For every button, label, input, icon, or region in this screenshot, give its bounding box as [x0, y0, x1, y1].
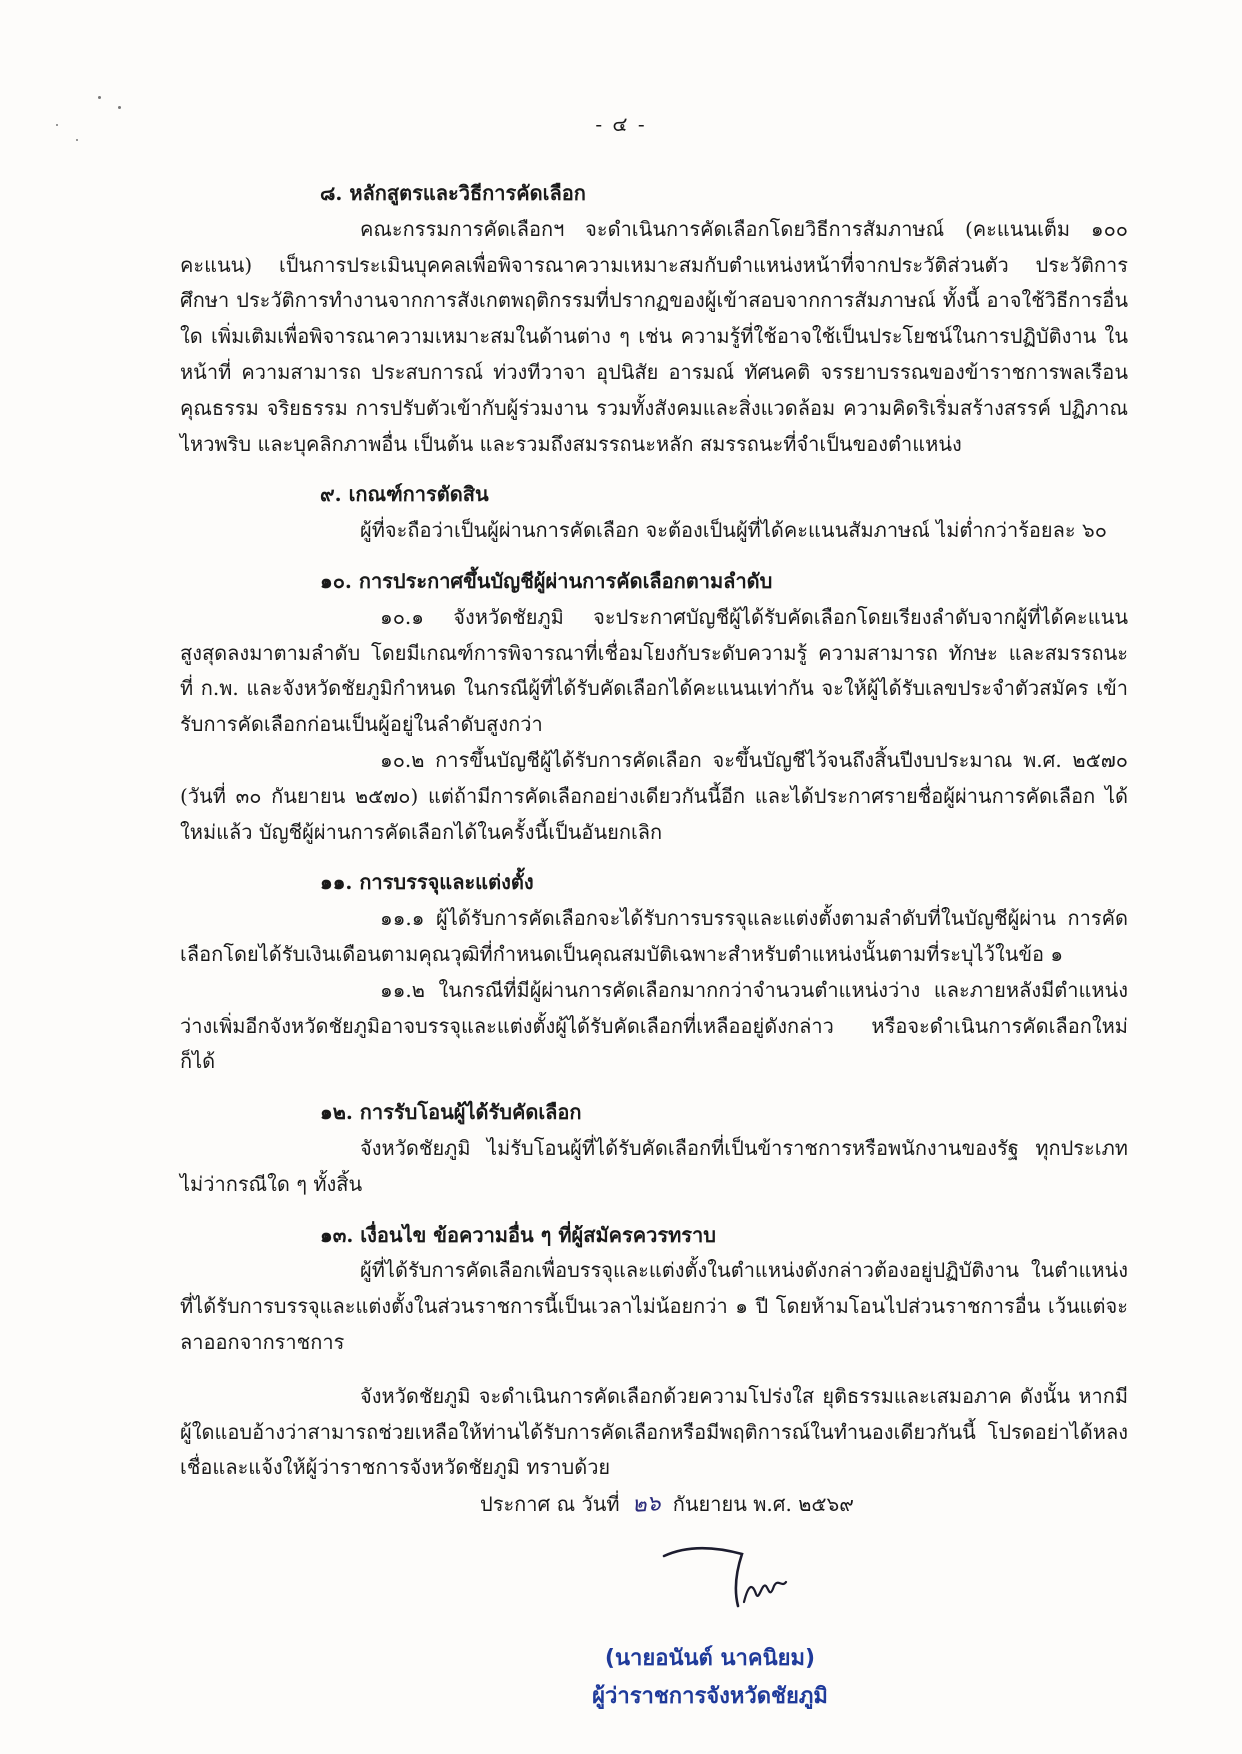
section-paragraph: ๑๑.๑ ผู้ได้รับการคัดเลือกจะได้รับการบรรจุและแต่งตั้งตามลำดับที่ในบัญชีผู้ผ่าน การคัดเลือกโดยได้รับเงินเดือนตามคุณวุฒิที่กำหนดเป็นคุณสมบัติเฉพาะสำหรับตำแหน่งนั้นตามที่ระบุไว้ในข้อ ๑ — [180, 906, 1128, 966]
signer-name: (นายอนันต์ นาคนิยม) — [604, 1646, 816, 1671]
section-paragraph: จังหวัดชัยภูมิ จะดำเนินการคัดเลือกด้วยความโปร่งใส ยุติธรรมและเสมอภาค ดังนั้น หากมีผู้ใดแอบอ้างว่าสามารถช่วยเหลือให้ท่านได้รับการคัดเลือกหรือมีพฤติการณ์ในทำนองเดียวกันนี้ โปรดอย่าได้หลงเชื่อและแจ้งให้ผู้ว่าราชการจังหวัดชัยภูมิ ทราบด้วย — [180, 1383, 1128, 1480]
document-body — [180, 176, 1128, 1486]
date-prefix: ประกาศ ณ วันที่ — [480, 1492, 620, 1516]
page-number: - ๔ - — [595, 112, 647, 136]
section-paragraph: ๑๑.๒ ในกรณีที่มีผู้ผ่านการคัดเลือกมากกว่าจำนวนตำแหน่งว่าง และภายหลังมีตำแหน่ง ว่างเพิ่มอีกจังหวัดชัยภูมิอาจบรรจุและแต่งตั้งผู้ได้รับคัดเลือกที่เหลืออยู่ดังกล่าว หรือจะดำเนินการคัดเลือกใหม่ก็ได้ — [180, 977, 1128, 1074]
section-heading: ๑๐. การประกาศขึ้นบัญชีผู้ผ่านการคัดเลือกตามลำดับ — [320, 568, 773, 593]
section-paragraph: ๑๐.๑ จังหวัดชัยภูมิ จะประกาศบัญชีผู้ได้รับคัดเลือกโดยเรียงลำดับจากผู้ที่ได้คะแนน สูงสุดลงมาตามลำดับ โดยมีเกณฑ์การพิจารณาที่เชื่อมโยงกับระดับความรู้ ความสามารถ ทักษะ และสมรรถนะ ที่ ก.พ. และจังหวัดชัยภูมิกำหนด ในกรณีผู้ที่ได้รับคัดเลือกได้คะแนนเท่ากัน จะให้ผู้ได้รับเลขประจำตัวสมัคร เข้ารับการคัดเลือกก่อนเป็นผู้อยู่ในลำดับสูงกว่า — [180, 604, 1128, 737]
section-paragraph: ผู้ที่ได้รับการคัดเลือกเพื่อบรรจุและแต่งตั้งในตำแหน่งดังกล่าวต้องอยู่ปฏิบัติงาน ในตำแหน่งที่ได้รับการบรรจุและแต่งตั้งในส่วนราชการนี้เป็นเวลาไม่น้อยกว่า ๑ ปี โดยห้ามโอนไปส่วนราชการอื่น เว้นแต่จะลาออกจากราชการ — [180, 1258, 1128, 1354]
section-heading: ๑๑. การบรรจุและแต่งตั้ง — [320, 870, 534, 895]
signer-block — [560, 1640, 860, 1716]
date-day-handwritten: ๒๖ — [631, 1491, 662, 1518]
section-paragraph: จังหวัดชัยภูมิ ไม่รับโอนผู้ที่ได้รับคัดเลือกที่เป็นข้าราชการหรือพนักงานของรัฐ ทุกประเภท ไม่ว่ากรณีใด ๆ ทั้งสิ้น — [180, 1135, 1128, 1196]
announcement-date — [480, 1486, 854, 1521]
signer-title: ผู้ว่าราชการจังหวัดชัยภูมิ — [592, 1684, 828, 1709]
section-paragraph: ผู้ที่จะถือว่าเป็นผู้ผ่านการคัดเลือก จะต้องเป็นผู้ที่ได้คะแนนสัมภาษณ์ ไม่ต่ำกว่าร้อยละ ๖๐ — [360, 518, 1107, 543]
section-paragraph: คณะกรรมการคัดเลือกฯ จะดำเนินการคัดเลือกโดยวิธีการสัมภาษณ์ (คะแนนเต็ม ๑๐๐ คะแนน) เป็นการประเมินบุคคลเพื่อพิจารณาความเหมาะสมกับตำแหน่งหน้าที่จากประวัติส่วนตัว ประวัติการศึกษา ประวัติการทำงานจากการสังเกตพฤติกรรมที่ปรากฏของผู้เข้าสอบจากการสัมภาษณ์ ทั้งนี้ อาจใช้วิธีการอื่นใด เพิ่มเติมเพื่อพิจารณาความเหมาะสมในด้านต่าง ๆ เช่น ความรู้ที่ใช้อาจใช้เป็นประโยชน์ในการปฏิบัติงาน ในหน้าที่ ความสามารถ ประสบการณ์ ท่วงทีวาจา อุปนิสัย อารมณ์ ทัศนคติ จรรยาบรรณของข้าราชการพลเรือน คุณธรรม จริยธรรม การปรับตัวเข้ากับผู้ร่วมงาน รวมทั้งสังคมและสิ่งแวดล้อม ความคิดริเริ่มสร้างสรรค์ ปฏิภาณไหวพริบ และบุคลิกภาพอื่น เป็นต้น และรวมถึงสมรรถนะหลัก สมรรถนะที่จำเป็นของตำแหน่ง — [180, 216, 1128, 456]
section-heading: ๑๓. เงื่อนไข ข้อความอื่น ๆ ที่ผู้สมัครควรทราบ — [320, 1222, 716, 1247]
handwritten-signature — [660, 1542, 810, 1622]
section-heading: ๑๒. การรับโอนผู้ได้รับคัดเลือก — [320, 1100, 582, 1125]
date-suffix: กันยายน พ.ศ. ๒๕๖๙ — [672, 1492, 854, 1516]
section-paragraph: ๑๐.๒ การขึ้นบัญชีผู้ได้รับการคัดเลือก จะขึ้นบัญชีไว้จนถึงสิ้นปีงบประมาณ พ.ศ. ๒๕๗๐ (วันที่ ๓๐ กันยายน ๒๕๗๐) แต่ถ้ามีการคัดเลือกอย่างเดียวกันนี้อีก และได้ประกาศรายชื่อผู้ผ่านการคัดเลือก ได้ใหม่แล้ว บัญชีผู้ผ่านการคัดเลือกได้ในครั้งนี้เป็นอันยกเลิก — [180, 747, 1128, 844]
section-heading: ๙. เกณฑ์การตัดสิน — [320, 482, 489, 507]
section-heading: ๘. หลักสูตรและวิธีการคัดเลือก — [320, 181, 586, 205]
